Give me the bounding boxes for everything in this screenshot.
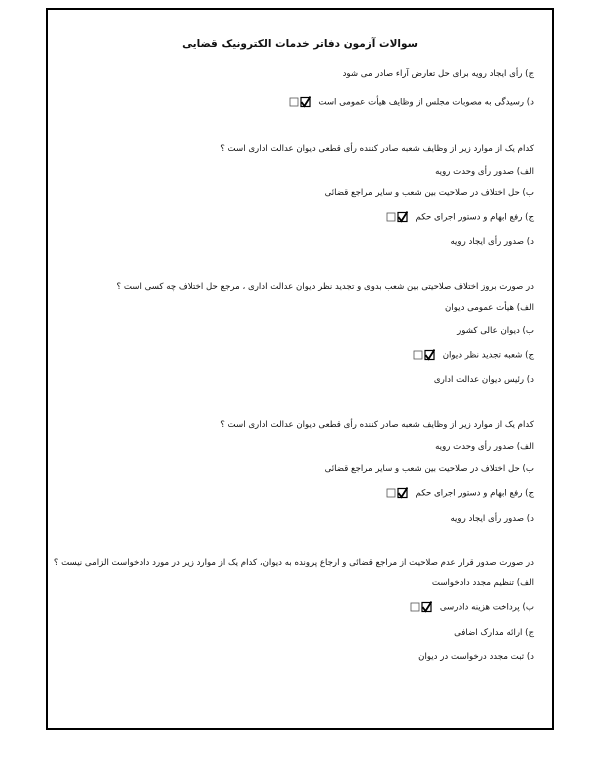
q1-option-a: الف) صدور رأی وحدت رویه xyxy=(435,167,534,177)
q2-option-a: الف) هیأت عمومی دیوان xyxy=(445,303,534,313)
correct-answer-checkmark-icon xyxy=(386,211,408,223)
q4-question: در صورت صدور قرار عدم صلاحیت از مراجع قضائی و ارجاع پرونده به دیوان، کدام یک از موارد زیر در مورد دادخواست الزامی نیست ؟ xyxy=(53,558,534,568)
correct-answer-checkmark-icon xyxy=(289,96,311,108)
q4-option-d: د) ثبت مجدد درخواست در دیوان xyxy=(418,652,534,662)
q4-option-a: الف) تنظیم مجدد دادخواست xyxy=(431,578,534,588)
q0-option-d: د) رسیدگی به مصوبات مجلس از وظایف هیأت عمومی است xyxy=(289,96,534,109)
q2-question: در صورت بروز اختلاف صلاحیتی بین شعب بدوی و تجدید نظر دیوان عدالت اداری ، مرجع حل اختلاف چه کسی است ؟ xyxy=(116,282,534,292)
q1-question: کدام یک از موارد زیر از وظایف شعبه صادر کننده رأی قطعی دیوان عدالت اداری است ؟ xyxy=(220,144,534,154)
q3-option-a: الف) صدور رأی وحدت رویه xyxy=(435,442,534,452)
correct-answer-checkmark-icon xyxy=(410,601,432,613)
q4-option-b: ب) پرداخت هزینه دادرسی xyxy=(410,601,534,614)
page-border xyxy=(46,8,554,730)
q2-option-c: ج) شعبه تجدید نظر دیوان xyxy=(413,349,534,362)
q3-option-d: د) صدور رأی ایجاد رویه xyxy=(450,514,534,524)
correct-answer-checkmark-icon xyxy=(413,349,435,361)
q0-option-c: ج) رأی ایجاد رویه برای حل تعارض آراء صادر می شود xyxy=(342,69,534,79)
q3-question: کدام یک از موارد زیر از وظایف شعبه صادر کننده رأی قطعی دیوان عدالت اداری است ؟ xyxy=(220,420,534,430)
page-title: سوالات آزمون دفاتر خدمات الکترونیک قضایی xyxy=(182,38,418,50)
q2-option-d: د) رئیس دیوان عدالت اداری xyxy=(433,375,534,385)
correct-answer-checkmark-icon xyxy=(386,487,408,499)
q1-option-b: ب) حل اختلاف در صلاحیت بین شعب و سایر مراجع قضائی xyxy=(324,188,534,198)
q2-option-b: ب) دیوان عالی کشور xyxy=(457,326,534,336)
q1-option-c: ج) رفع ابهام و دستور اجرای حکم xyxy=(386,211,534,224)
q4-option-c: ج) ارائه مدارک اضافی xyxy=(454,628,534,638)
q3-option-c: ج) رفع ابهام و دستور اجرای حکم xyxy=(386,487,534,500)
q3-option-b: ب) حل اختلاف در صلاحیت بین شعب و سایر مراجع قضائی xyxy=(324,464,534,474)
q1-option-d: د) صدور رأی ایجاد رویه xyxy=(450,237,534,247)
